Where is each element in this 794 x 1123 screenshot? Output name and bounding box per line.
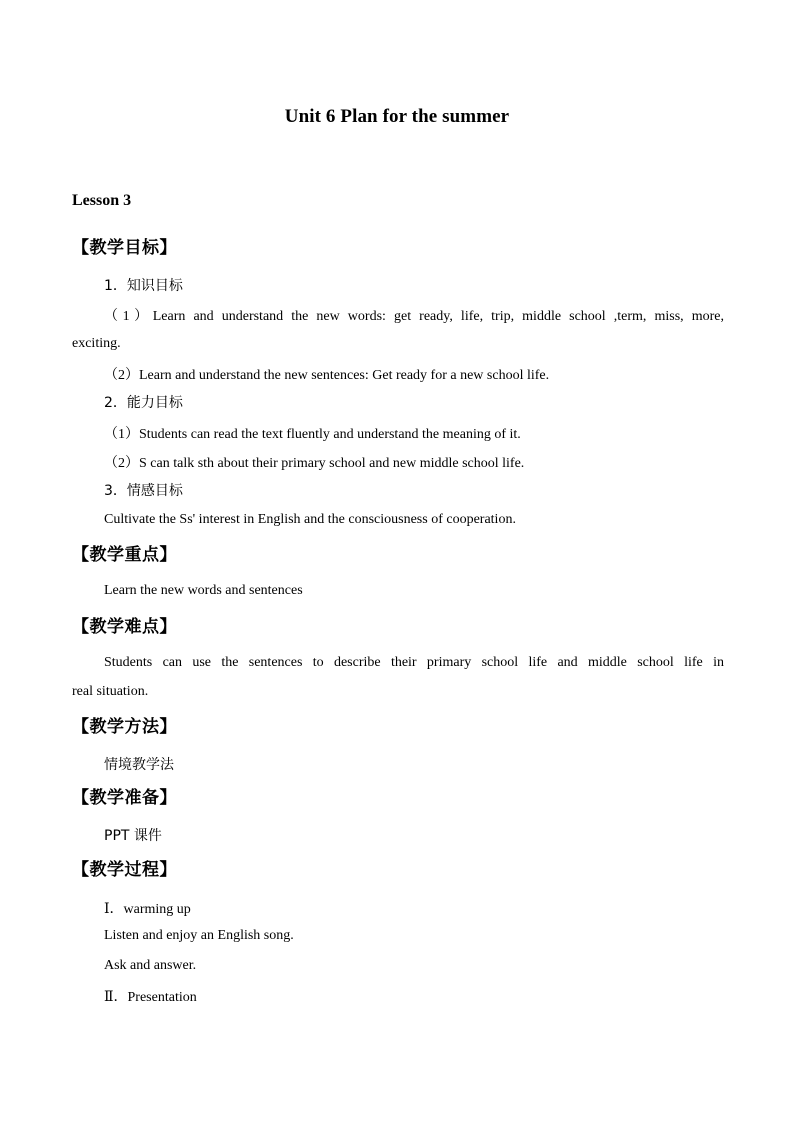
difficulties-text <box>72 655 724 671</box>
preparation-text-content: PPT 课件 <box>104 828 162 844</box>
process-step-1-b: Ask and answer. <box>104 958 197 973</box>
ability-objective-label: 2．能力目标 <box>104 395 183 411</box>
knowledge-item-2: （2）Learn and understand the new sentences: Get ready for a new school life. <box>104 368 550 383</box>
difficulties-heading: 【教学难点】 <box>72 617 177 637</box>
lesson-label: Lesson 3 <box>72 192 132 209</box>
knowledge-item-1 <box>72 305 724 325</box>
emotion-objective-label: 3．情感目标 <box>104 483 183 499</box>
knowledge-item-1-line-2: exciting. <box>72 336 121 351</box>
objectives-heading: 【教学目标】 <box>72 238 177 258</box>
document-title: Unit 6 Plan for the summer <box>284 106 510 127</box>
difficulties-line-1: Students can use the sentences to describe their primary school life and middle school life in <box>104 655 724 670</box>
key-points-heading: 【教学重点】 <box>72 545 177 565</box>
process-heading: 【教学过程】 <box>72 860 177 880</box>
preparation-text <box>104 825 162 845</box>
methods-text: 情境教学法 <box>104 757 174 773</box>
process-step-1: Ⅰ．warming up <box>104 902 191 917</box>
key-points-text: Learn the new words and sentences <box>104 583 303 598</box>
preparation-heading: 【教学准备】 <box>72 788 177 808</box>
process-step-1-a: Listen and enjoy an English song. <box>104 928 294 943</box>
knowledge-item-1-line-1: （1）Learn and understand the new words: get ready, life, trip, middle school ,term, miss, more, <box>104 309 724 324</box>
difficulties-line-2: real situation. <box>72 684 149 699</box>
methods-heading: 【教学方法】 <box>72 717 177 737</box>
ability-item-1: （1）Students can read the text fluently and understand the meaning of it. <box>104 427 521 442</box>
emotion-item-1: Cultivate the Ss' interest in English and the consciousness of cooperation. <box>104 512 516 527</box>
process-step-2: Ⅱ．Presentation <box>104 990 197 1005</box>
ability-item-2: （2）S can talk sth about their primary school and new middle school life. <box>104 456 525 471</box>
knowledge-objective-label: 1．知识目标 <box>104 278 183 294</box>
